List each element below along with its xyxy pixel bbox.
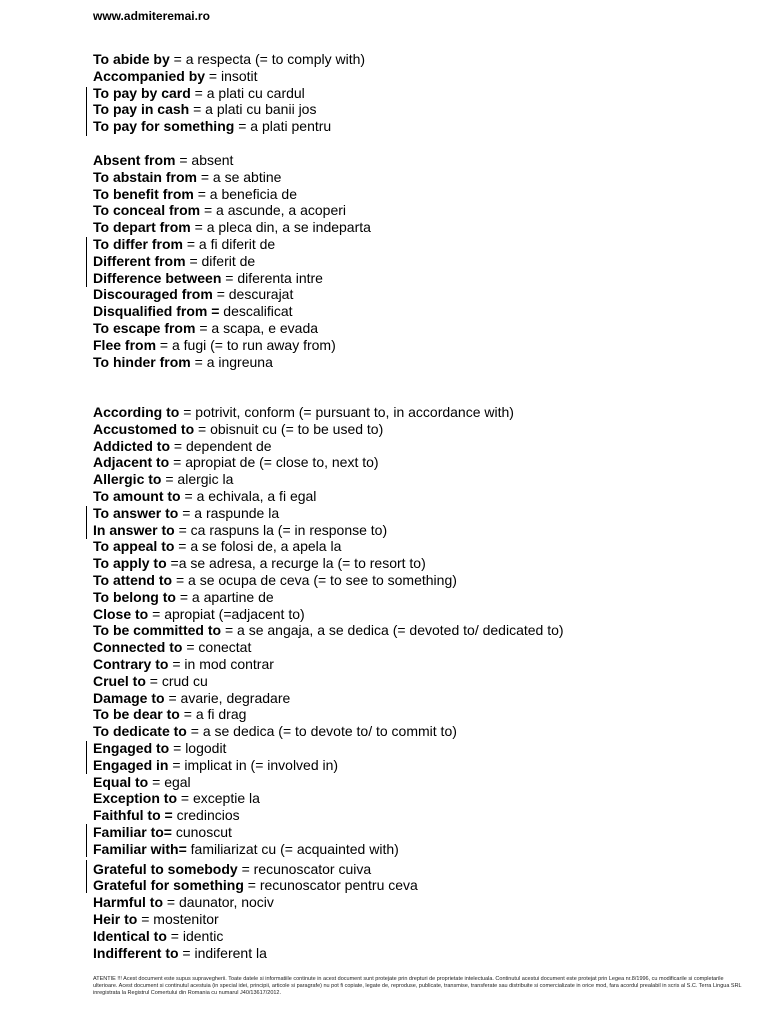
- list-item: [93, 945, 564, 962]
- list-item: [93, 690, 564, 707]
- definition: = conectat: [182, 639, 252, 656]
- term: Identical to: [93, 927, 167, 944]
- term: Equal to: [93, 773, 149, 790]
- list-item: [93, 894, 564, 911]
- definition: = identic: [166, 927, 224, 944]
- list-item: [93, 152, 371, 169]
- definition: descalificat: [219, 303, 293, 320]
- term: Grateful to somebody: [93, 860, 238, 877]
- term: Flee from: [93, 336, 157, 353]
- margin-bracket-differ: [86, 237, 87, 287]
- list-item: [93, 911, 564, 928]
- list-item: [93, 270, 371, 287]
- group-to: [93, 404, 564, 961]
- list-item: [93, 757, 564, 774]
- list-item: [93, 488, 564, 505]
- term: Connected to: [93, 639, 183, 656]
- definition: = ca raspuns la (= in response to): [174, 521, 388, 538]
- definition: = a se folosi de, a apela la: [174, 538, 342, 555]
- definition: = a se angaja, a se dedica (= devoted to/ dedicated to): [221, 622, 564, 639]
- term: Accompanied by: [93, 67, 206, 84]
- list-item: [93, 706, 564, 723]
- list-item: [93, 51, 365, 68]
- definition: = a fi diferit de: [182, 235, 276, 252]
- definition: = a apartine de: [175, 588, 274, 605]
- term: Faithful to =: [93, 807, 173, 824]
- list-item: [93, 877, 564, 894]
- list-item: [93, 421, 564, 438]
- term: Familiar with=: [93, 840, 187, 857]
- term: To pay for something: [93, 118, 235, 135]
- definition: = egal: [148, 773, 191, 790]
- term: To apply to: [93, 555, 167, 572]
- term: To answer to: [93, 504, 179, 521]
- term: To conceal from: [93, 202, 201, 219]
- term: Adjacent to: [93, 454, 170, 471]
- term: Absent from: [93, 152, 176, 168]
- definition: = potrivit, conform (= pursuant to, in accordance with): [179, 404, 514, 420]
- list-item: [93, 622, 564, 639]
- term: To be dear to: [93, 706, 180, 723]
- term: To pay in cash: [93, 101, 190, 118]
- term: Allergic to: [93, 471, 162, 488]
- term: Disqualified from =: [93, 303, 220, 320]
- list-item: [93, 790, 564, 807]
- list-item: [93, 807, 564, 824]
- term: Heir to: [93, 910, 138, 927]
- term: To pay by card: [93, 84, 191, 101]
- definition: = dependent de: [170, 437, 272, 454]
- definition: = indiferent la: [178, 944, 267, 961]
- term: Addicted to: [93, 437, 170, 454]
- term: To attend to: [93, 571, 173, 588]
- group-from: [93, 152, 371, 370]
- definition: = exceptie la: [177, 790, 260, 807]
- definition: = a respecta (= to comply with): [169, 51, 366, 67]
- definition: = alergic la: [161, 471, 234, 488]
- definition: = a plati cu cardul: [190, 84, 305, 101]
- website-header: www.admiteremai.ro: [93, 9, 210, 23]
- list-item: [93, 337, 371, 354]
- term: In answer to: [93, 521, 175, 538]
- term: To escape from: [93, 319, 196, 336]
- definition: = a beneficia de: [193, 185, 297, 202]
- copyright-notice: ATENTIE !!! Acest document este supus supravegherii. Toate datele si informatiile continute in acest document sunt protejate prin drepturi de proprietate intelectuala. Continutul acestui document este protejat prin Legea nr.8/1996, cu modificarile si completarile ulterioare. Acest document si continutul acestuia (in special idei, principii, articole si paragrafe) nu pot fi copiate, legate de, reproduse, publicate, transmise, transferate sau distribuite si comercializate in orice mod, fara acordul prealabil in scris al S.C. Terra Lingua SRL inregistrata la Registrul Comertului din Romania cu numarul J40/13617/2012.: [93, 976, 742, 996]
- term: Different from: [93, 252, 186, 269]
- definition: = logodit: [169, 739, 227, 756]
- list-item: [93, 438, 564, 455]
- term: To belong to: [93, 588, 176, 605]
- term: Engaged to: [93, 739, 170, 756]
- term: Contrary to: [93, 655, 169, 672]
- definition: = recunoscator cuiva: [237, 860, 372, 877]
- term: To depart from: [93, 219, 191, 236]
- list-item: [93, 841, 564, 858]
- definition: = a plati cu banii jos: [189, 101, 317, 118]
- term: Familiar to=: [93, 823, 172, 840]
- definition: = insotit: [205, 67, 258, 84]
- definition: = implicat in (= involved in): [168, 756, 339, 773]
- term: To hinder from: [93, 353, 191, 370]
- term: Damage to: [93, 689, 165, 706]
- definition: cunoscut: [171, 823, 232, 840]
- definition: = descurajat: [212, 286, 294, 303]
- definition: = a se ocupa de ceva (= to see to something): [172, 571, 457, 588]
- term: To appeal to: [93, 538, 175, 555]
- list-item: [93, 572, 564, 589]
- definition: = obisnuit cu (= to be used to): [194, 420, 384, 437]
- definition: = a plati pentru: [234, 118, 332, 135]
- definition: = a raspunde la: [178, 504, 280, 521]
- list-item: [93, 861, 564, 878]
- list-item: [93, 538, 564, 555]
- list-item: [93, 354, 371, 371]
- list-item: [93, 673, 564, 690]
- list-item: [93, 320, 371, 337]
- list-item: [93, 589, 564, 606]
- list-item: [93, 639, 564, 656]
- definition: = a scapa, e evada: [195, 319, 319, 336]
- list-item: [93, 928, 564, 945]
- term: To dedicate to: [93, 723, 187, 740]
- definition: = recunoscator pentru ceva: [243, 877, 418, 894]
- term: Engaged in: [93, 756, 169, 773]
- list-item: [93, 68, 365, 85]
- definition: = a fi drag: [179, 706, 247, 723]
- list-item: [93, 219, 371, 236]
- list-item: [93, 723, 564, 740]
- term: Exception to: [93, 790, 178, 807]
- definition: = a pleca din, a se indeparta: [190, 219, 371, 236]
- margin-bracket-familiar: [86, 824, 87, 857]
- list-item: [93, 740, 564, 757]
- list-item: [93, 404, 564, 421]
- term: To amount to: [93, 487, 181, 504]
- definition: = apropiat (=adjacent to): [148, 605, 305, 622]
- definition: = avarie, degradare: [164, 689, 291, 706]
- list-item: [93, 169, 371, 186]
- group-by: [93, 51, 365, 135]
- list-item: [93, 774, 564, 791]
- term: Indifferent to: [93, 944, 179, 961]
- list-item: [93, 522, 564, 539]
- term: To be committed to: [93, 622, 222, 639]
- term: Harmful to: [93, 894, 163, 911]
- term: To abstain from: [93, 168, 197, 185]
- list-item: [93, 236, 371, 253]
- definition: = a ascunde, a acoperi: [200, 202, 347, 219]
- list-item: [93, 101, 365, 118]
- term: To benefit from: [93, 185, 194, 202]
- term: Cruel to: [93, 672, 146, 689]
- list-item: [93, 202, 371, 219]
- definition: = crud cu: [145, 672, 208, 689]
- definition: familiarizat cu (= acquainted with): [186, 840, 399, 857]
- list-item: [93, 253, 371, 270]
- list-item: [93, 471, 564, 488]
- term: Discouraged from: [93, 286, 213, 303]
- definition: =a se adresa, a recurge la (= to resort to): [166, 555, 426, 572]
- definition: = diferenta intre: [221, 269, 323, 286]
- definition: = a se dedica (= to devote to/ to commit to): [186, 723, 457, 740]
- definition: = a fugi (= to run away from): [156, 336, 336, 353]
- margin-bracket-grateful: [86, 860, 87, 893]
- margin-bracket-pay: [86, 87, 87, 136]
- margin-bracket-answer: [86, 506, 87, 539]
- definition: = diferit de: [185, 252, 256, 269]
- margin-bracket-engaged: [86, 741, 87, 774]
- term: Accustomed to: [93, 420, 195, 437]
- list-item: [93, 505, 564, 522]
- term: Close to: [93, 605, 149, 622]
- definition: = a ingreuna: [190, 353, 273, 370]
- list-item: [93, 186, 371, 203]
- list-item: [93, 555, 564, 572]
- list-item: [93, 824, 564, 841]
- list-item: [93, 454, 564, 471]
- definition: = absent: [175, 152, 234, 168]
- list-item: [93, 118, 365, 135]
- list-item: [93, 303, 371, 320]
- definition: = a se abtine: [196, 168, 282, 185]
- definition: = apropiat de (= close to, next to): [169, 454, 379, 471]
- definition: = in mod contrar: [168, 655, 274, 672]
- list-item: [93, 606, 564, 623]
- term: To differ from: [93, 235, 183, 252]
- definition: = a echivala, a fi egal: [180, 487, 317, 504]
- definition: credincios: [172, 807, 240, 824]
- term: According to: [93, 404, 180, 420]
- term: Grateful for something: [93, 877, 244, 894]
- term: Difference between: [93, 269, 222, 286]
- term: To abide by: [93, 51, 170, 67]
- list-item: [93, 656, 564, 673]
- list-item: [93, 286, 371, 303]
- definition: = mostenitor: [137, 910, 219, 927]
- definition: = daunator, nociv: [163, 894, 274, 911]
- list-item: [93, 85, 365, 102]
